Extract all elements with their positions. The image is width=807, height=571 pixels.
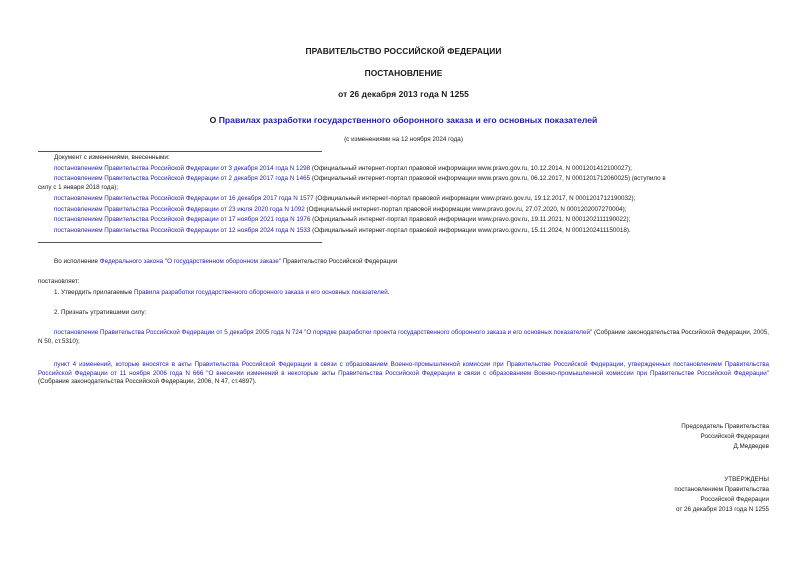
approved-heading: УТВЕРЖДЕНЫ xyxy=(724,476,769,483)
document-date: от 26 декабря 2013 года N 1255 xyxy=(338,89,469,99)
change-link[interactable]: постановлением Правительства Российской Федерации от 2 декабря 2017 года N 1465 xyxy=(54,175,311,182)
signature-title: Председатель Правительства xyxy=(681,423,769,430)
change-link[interactable]: постановлением Правительства Российской Федерации от 12 ноября 2024 года N 1533 xyxy=(54,227,311,234)
changes-intro: Документ с изменениями, внесенными: xyxy=(54,154,170,161)
signature-country: Российской Федерации xyxy=(700,433,769,440)
signature-name: Д.Медведев xyxy=(733,443,769,450)
pursuant-paragraph: Во исполнение Федерального закона "О государственном оборонном заказе" Правительство Российской Федерации xyxy=(54,258,398,265)
change-link[interactable]: постановлением Правительства Российской Федерации от 17 ноября 2021 года N 1976 xyxy=(54,216,311,223)
repeal-paragraph-1: постановление Правительства Российской Федерации от 5 декабря 2005 года N 724 "О порядке разработки проекта государственного оборонного заказа и его основных показателей" (Собрание законодательства Российской Федерации, 2005, N 50, ст.5310); xyxy=(38,329,769,345)
item-2: 2. Признать утратившими силу: xyxy=(54,309,147,316)
edition-note: (с изменениями на 12 ноября 2024 года) xyxy=(344,136,463,143)
change-item: постановлением Правительства Российской Федерации от 23 июля 2020 года N 1092 (Официальный интернет-портал правовой информации www.pravo.gov.ru, 27.07.2020, N 0001202007270004); xyxy=(54,206,627,213)
repeal-link-2[interactable]: пункт 4 изменений, которые вносятся в акты Правительства Российской Федерации в связи с образованием Военно-промышленной комиссии при Правительстве Российской Федерации, утвержденных постановлением Правительства Российской Федерации от 11 ноября 2006 года N 666 "О внесении изменений в некоторые акты Правительства Российской Федерации в связи с образованием Военно-промышленной комиссии при Правительстве Российской Федерации" xyxy=(38,361,769,377)
change-item: постановлением Правительства Российской Федерации от 3 декабря 2014 года N 1298 (Официальный интернет-портал правовой информации www.pravo.gov.ru, 10.12.2014, N 0001201412100027); xyxy=(54,165,632,172)
change-link[interactable]: постановлением Правительства Российской Федерации от 3 декабря 2014 года N 1298 xyxy=(54,165,311,172)
change-link[interactable]: постановлением Правительства Российской Федерации от 23 июля 2020 года N 1092 xyxy=(54,206,305,213)
government-heading: ПРАВИТЕЛЬСТВО РОССИЙСКОЙ ФЕДЕРАЦИИ xyxy=(305,46,502,56)
decides-text: постановляет: xyxy=(38,278,80,285)
document-type: ПОСТАНОВЛЕНИЕ xyxy=(364,68,443,78)
rules-link[interactable]: Правила разработки государственного оборонного заказа и его основных показателей xyxy=(134,289,388,296)
federal-law-link[interactable]: Федерального закона "О государственном оборонном заказе" xyxy=(99,258,281,265)
item-1: 1. Утвердить прилагаемые Правила разработки государственного оборонного заказа и его основных показателей. xyxy=(54,289,390,296)
document-title: О Правилах разработки государственного оборонного заказа и его основных показателей xyxy=(209,115,598,125)
approved-by: постановлением Правительства xyxy=(674,486,769,493)
repeal-link-1[interactable]: постановление Правительства Российской Федерации от 5 декабря 2005 года N 724 "О порядке разработки проекта государственного оборонного заказа и его основных показателей" xyxy=(54,329,593,336)
change-link[interactable]: постановлением Правительства Российской Федерации от 16 декабря 2017 года N 1577 xyxy=(54,195,314,202)
change-item: постановлением Правительства Российской Федерации от 12 ноября 2024 года N 1533 (Официальный интернет-портал правовой информации www.pravo.gov.ru, 15.11.2024, N 0001202411150018). xyxy=(54,227,631,234)
repeal-paragraph-2: пункт 4 изменений, которые вносятся в акты Правительства Российской Федерации в связи с образованием Военно-промышленной комиссии при Правительстве Российской Федерации, утвержденных постановлением Правительства Российской Федерации от 11 ноября 2006 года N 666 "О внесении изменений в некоторые акты Правительства Российской Федерации в связи с образованием Военно-промышленной комиссии при Правительстве Российской Федерации" (Собрание законодательства Российской Федерации, 2006, N 47, ст.4897). xyxy=(38,361,769,386)
divider-bottom xyxy=(38,242,322,243)
divider-top xyxy=(38,151,322,152)
approved-country: Российской Федерации xyxy=(700,496,769,503)
approved-date: от 26 декабря 2013 года N 1255 xyxy=(675,506,769,513)
change-item-continuation: силу с 1 января 2018 года); xyxy=(38,184,118,191)
change-item: постановлением Правительства Российской Федерации от 16 декабря 2017 года N 1577 (Официальный интернет-портал правовой информации www.pravo.gov.ru, 19.12.2017, N 0001201712190032); xyxy=(54,195,636,202)
change-item: постановлением Правительства Российской Федерации от 17 ноября 2021 года N 1976 (Официальный интернет-портал правовой информации www.pravo.gov.ru, 19.11.2021, N 0001202111190022); xyxy=(54,216,631,223)
title-link[interactable]: Правилах разработки государственного оборонного заказа и его основных показателей xyxy=(218,115,598,125)
change-item: постановлением Правительства Российской Федерации от 2 декабря 2017 года N 1465 (Официальный интернет-портал правовой информации www.pravo.gov.ru, 06.12.2017, N 0001201712060025) (вступило в xyxy=(54,175,666,182)
